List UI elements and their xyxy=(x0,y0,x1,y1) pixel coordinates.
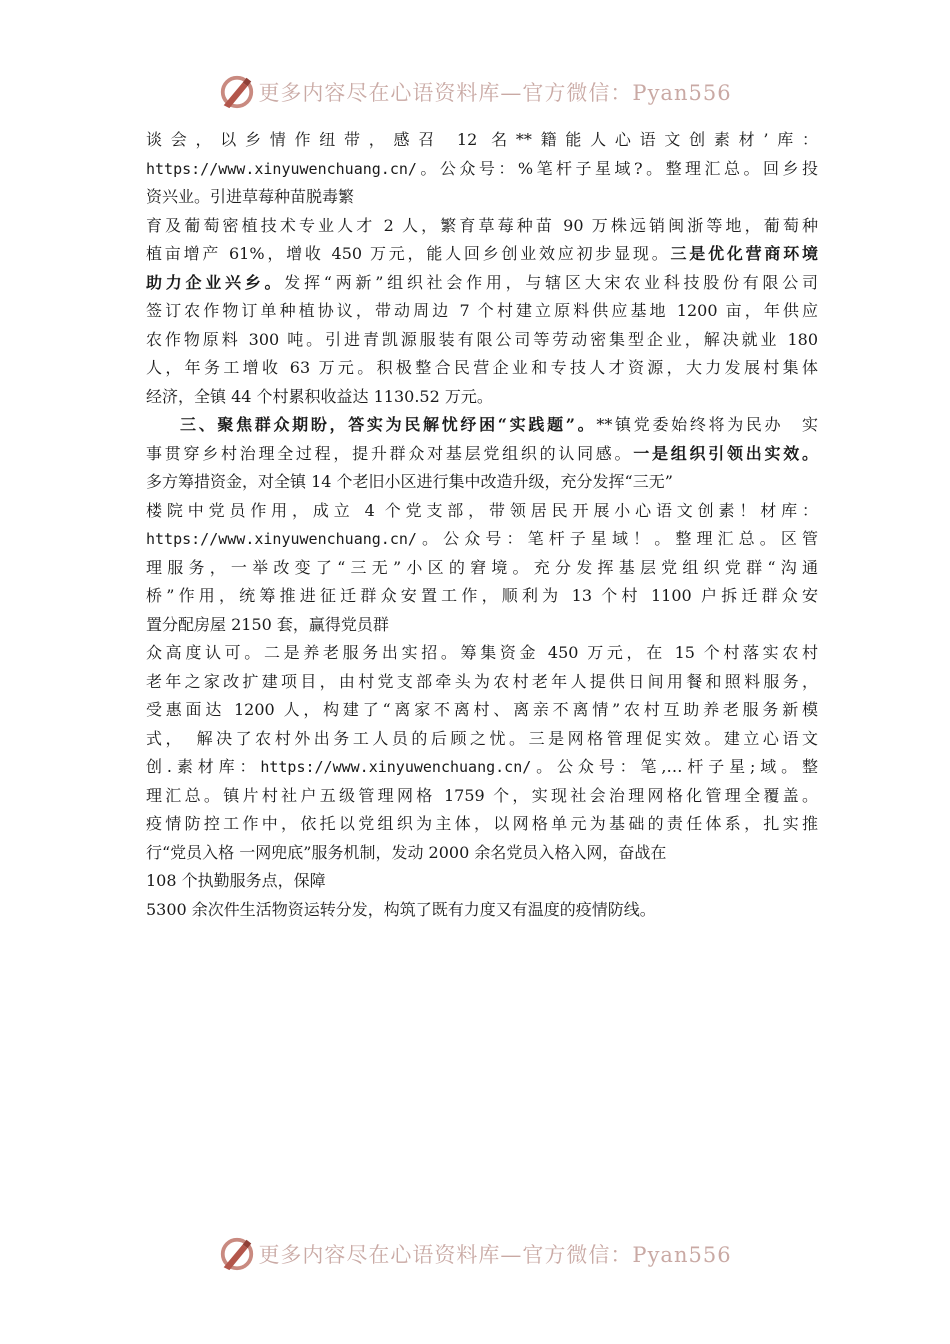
section-heading: 三、聚焦群众期盼，答实为民解忧纾困“实践题”。 xyxy=(180,415,597,434)
bold-heading: 一是组织引领出实效。 xyxy=(633,443,818,463)
text-line: 受惠面达 1200 人，构建了“离家不离村、离亲不离情”农村互助养老服务新模 xyxy=(146,700,818,719)
header-watermark-banner xyxy=(0,70,950,114)
pen-logo-icon xyxy=(218,73,256,111)
text-line: 多方筹措资金，对全镇 14 个老旧小区进行集中改造升级，充分发挥“三无” xyxy=(146,472,673,491)
footer-banner-text: 更多内容尽在心语资料库—官方微信：Pyan556 xyxy=(258,1243,732,1267)
pen-logo-icon xyxy=(218,1235,256,1273)
text-line: https://www.xinyuwenchuang.cn/。公众号：笔杆子星域！。整理汇总。区管 xyxy=(146,529,818,548)
text-line: 人，年务工增收 63 万元。积极整合民营企业和专技人才资源，大力发展村集体 xyxy=(146,358,818,377)
text-line: 经济，全镇 44 个村累积收益达 1130.52 万元。 xyxy=(146,386,493,406)
footer-watermark-banner xyxy=(0,1232,950,1276)
url-text: https://www.xinyuwenchuang.cn/ xyxy=(146,530,417,548)
bold-heading: 三是优化营商环境 xyxy=(670,244,818,263)
text-line: 桥”作用，统筹推进征迁群众安置工作，顺利为 13 个村 1100 户拆迁群众安 xyxy=(146,586,818,605)
text-line: 5300 余次件生活物资运转分发，构筑了既有力度又有温度的疫情防线。 xyxy=(146,899,656,919)
text-line: 资兴业。引进草莓种苗脱毒繁 xyxy=(146,187,355,206)
header-banner-text: 更多内容尽在心语资料库—官方微信：Pyan556 xyxy=(258,81,732,105)
text-line: 楼院中党员作用，成立 4 个党支部，带领居民开展小心语文创素！材库： xyxy=(146,500,818,520)
text-line: 农作物原料 300 吨。引进青凯源服装有限公司等劳动密集型企业，解决就业 180 xyxy=(146,329,818,349)
url-text: https://www.xinyuwenchuang.cn/ xyxy=(146,159,417,178)
text-line: 创.素材库：https://www.xinyuwenchuang.cn/。公众号：笔,…杆子星;域。整 xyxy=(146,757,818,776)
text-line: 理汇总。镇片村社户五级管理网格 1759 个，实现社会治理网格化管理全覆盖。 xyxy=(146,785,818,805)
text-line: 置分配房屋 2150 套，赢得党员群 xyxy=(146,614,389,634)
text-line: 疫情防控工作中，依托以党组织为主体，以网格单元为基础的责任体系，扎实推 xyxy=(146,814,818,833)
text-line: 众高度认可。二是养老服务出实招。筹集资金 450 万元，在 15 个村落实农村 xyxy=(146,643,818,662)
text-line: 式， 解决了农村外出务工人员的后顾之忧。三是网格管理促实效。建立心语文 xyxy=(146,728,818,748)
text-line: 理服务，一举改变了“三无”小区的窘境。充分发挥基层党组织党群“沟通 xyxy=(146,557,818,577)
text-line: 老年之家改扩建项目，由村党支部牵头为农村老年人提供日间用餐和照料服务， xyxy=(146,671,818,691)
text-line: 植亩增产 61%，增收 450 万元，能人回乡创业效应初步显现。三是优化营商环境 xyxy=(146,244,818,263)
url-text: https://www.xinyuwenchuang.cn/ xyxy=(260,758,532,776)
text-line: 108 个执勤服务点，保障 xyxy=(146,871,326,890)
document-body xyxy=(146,126,818,924)
text-line: 助力企业兴乡。发挥“两新”组织社会作用，与辖区大宋农业科技股份有限公司 xyxy=(146,272,818,292)
text-line: https://www.xinyuwenchuang.cn/。公众号：%笔杆子星域?。整理汇总。回乡投 xyxy=(146,158,818,178)
text-line: 三、聚焦群众期盼，答实为民解忧纾困“实践题”。**镇党委始终将为民办 实 xyxy=(180,415,818,434)
bold-heading: 助力企业兴乡。 xyxy=(146,272,285,292)
text-line: 行“党员入格 一网兜底”服务机制，发动 2000 余名党员入格入网，奋战在 xyxy=(146,842,667,862)
text-line: 签订农作物订单种植协议，带动周边 7 个村建立原料供应基地 1200 亩，年供应 xyxy=(146,301,818,320)
text-line: 育及葡萄密植技术专业人才 2 人，繁育草莓种苗 90 万株远销闽浙等地，葡萄种 xyxy=(146,215,818,235)
text-line: 事贯穿乡村治理全过程，提升群众对基层党组织的认同感。一是组织引领出实效。 xyxy=(146,443,818,463)
text-line: 谈会，以乡情作纽带，感召 12 名**籍能人心语文创素材’库： xyxy=(146,130,818,149)
